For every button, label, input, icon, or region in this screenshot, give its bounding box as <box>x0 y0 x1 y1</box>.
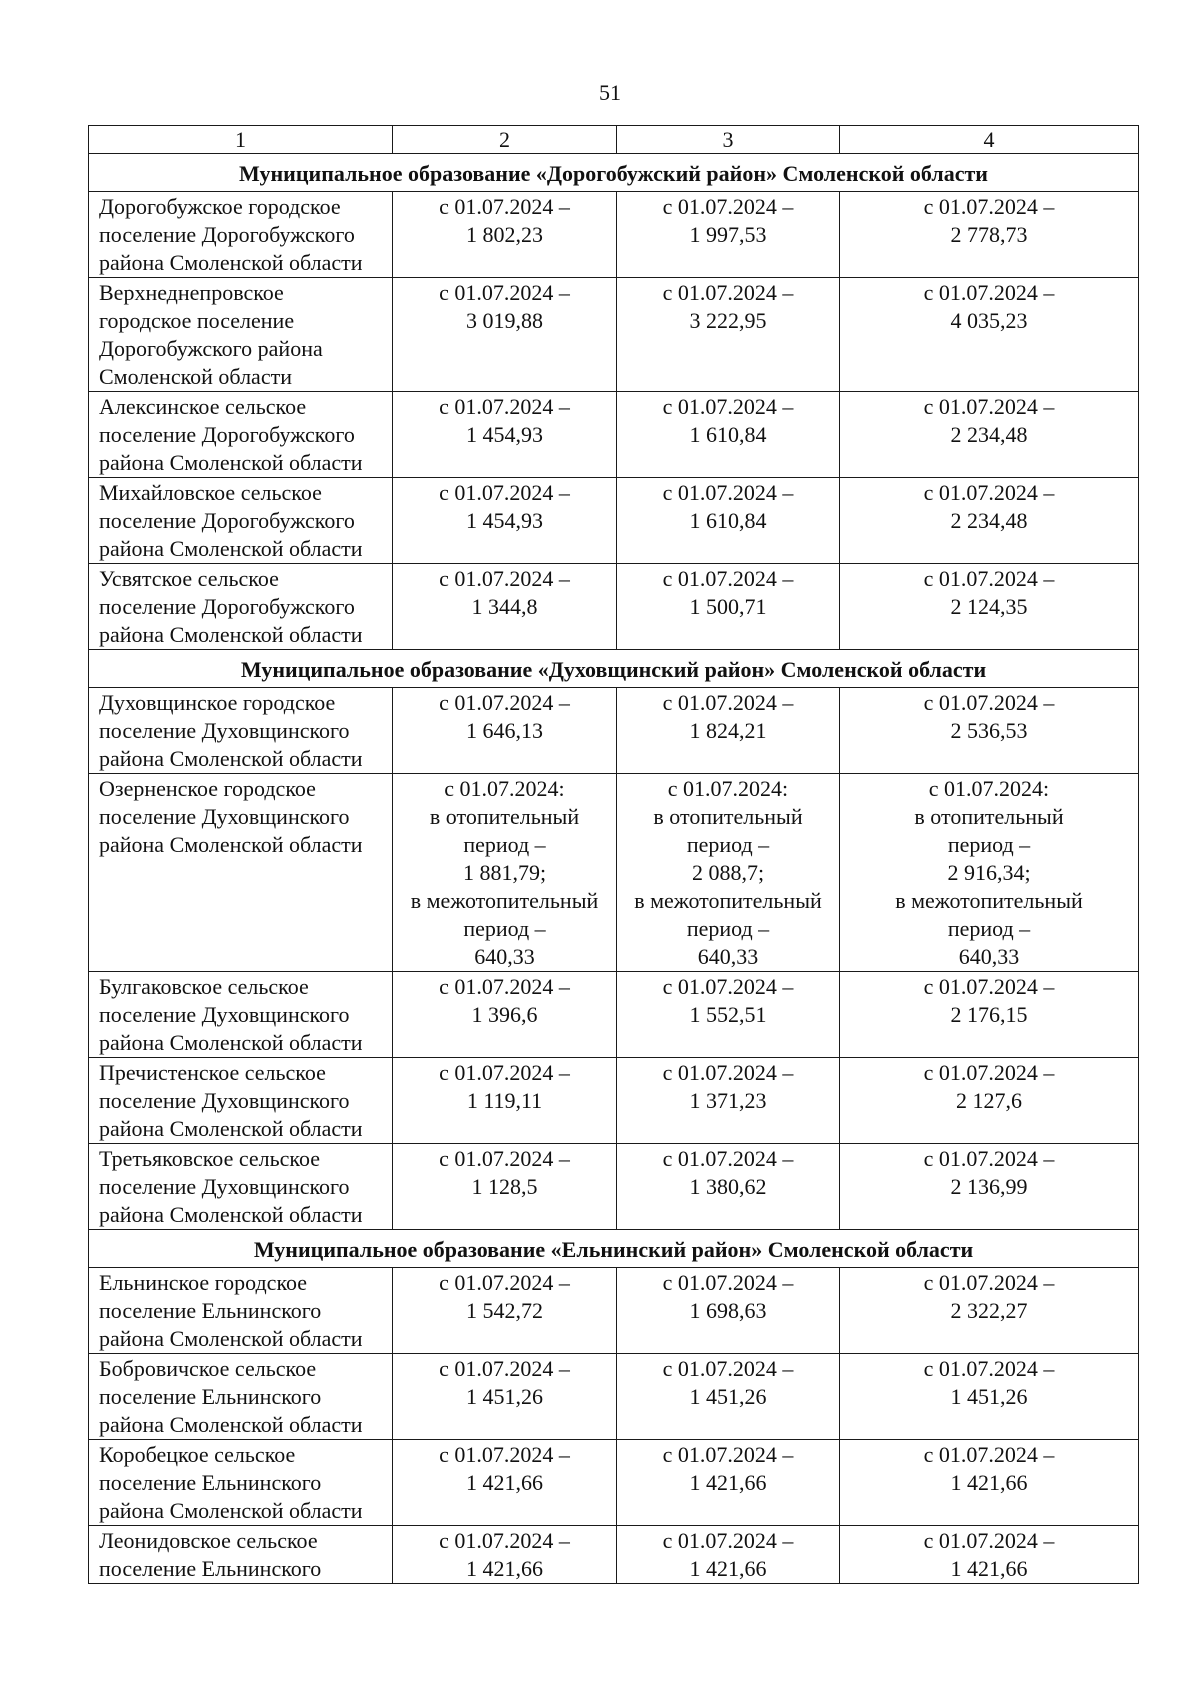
value-cell-col2 <box>393 1440 617 1526</box>
value-cell-col3 <box>617 478 840 564</box>
cell-line: с 01.07.2024 – <box>923 1060 1055 1085</box>
cell-line: 1 997,53 <box>689 222 767 247</box>
table-row <box>89 972 1139 1058</box>
table-body <box>89 126 1139 1584</box>
cell-line: в межотопительный <box>634 888 822 913</box>
value-cell-col3 <box>617 192 840 278</box>
value-cell-col2 <box>393 564 617 650</box>
table-row <box>89 278 1139 392</box>
cell-line: Ельнинское городское <box>99 1270 308 1295</box>
cell-line: поселение Духовщинского <box>99 1088 350 1113</box>
table-row <box>89 774 1139 972</box>
cell-line: Смоленской области <box>99 364 292 389</box>
value-cell-col3 <box>617 564 840 650</box>
section-row <box>89 154 1139 192</box>
cell-line: с 01.07.2024 – <box>662 480 794 505</box>
cell-line: 1 646,13 <box>466 718 543 743</box>
settlement-name-cell <box>89 1440 393 1526</box>
cell-line: района Смоленской области <box>99 1116 363 1141</box>
cell-line: в межотопительный <box>410 888 599 913</box>
cell-line: в отопительный <box>429 804 580 829</box>
cell-line: поселение Ельнинского <box>99 1470 322 1495</box>
cell-line: Булгаковское сельское <box>99 974 309 999</box>
cell-line: с 01.07.2024 – <box>662 1146 794 1171</box>
cell-line: с 01.07.2024 – <box>923 1146 1055 1171</box>
cell-line: 2 916,34; <box>947 860 1031 885</box>
value-cell-col3 <box>617 1144 840 1230</box>
cell-line: с 01.07.2024 – <box>662 566 794 591</box>
cell-line: 2 234,48 <box>950 508 1028 533</box>
cell-line: с 01.07.2024 – <box>923 566 1055 591</box>
cell-line: с 01.07.2024 – <box>662 280 794 305</box>
cell-line: района Смоленской области <box>99 1030 363 1055</box>
value-cell-col2 <box>393 1354 617 1440</box>
cell-line: с 01.07.2024 – <box>439 280 570 305</box>
table-row <box>89 1144 1139 1230</box>
cell-line: 1 421,66 <box>466 1556 543 1581</box>
cell-line: 1 421,66 <box>950 1470 1028 1495</box>
table-row <box>89 478 1139 564</box>
section-row <box>89 1230 1139 1268</box>
value-cell-col3 <box>617 1440 840 1526</box>
cell-line: поселение Ельнинского <box>99 1556 322 1581</box>
cell-line: района Смоленской области <box>99 1326 363 1351</box>
cell-line: с 01.07.2024 – <box>923 280 1055 305</box>
cell-line: с 01.07.2024 – <box>662 194 794 219</box>
cell-line: Третьяковское сельское <box>99 1146 321 1171</box>
cell-line: период – <box>463 916 546 941</box>
cell-line: 2 124,35 <box>950 594 1028 619</box>
cell-line: 1 610,84 <box>689 422 767 447</box>
cell-line: 1 421,66 <box>689 1470 767 1495</box>
settlement-name-cell <box>89 1354 393 1440</box>
cell-line: с 01.07.2024 – <box>662 1060 794 1085</box>
cell-line: Коробецкое сельское <box>99 1442 296 1467</box>
cell-line: с 01.07.2024: <box>444 776 565 801</box>
value-cell-col2 <box>393 688 617 774</box>
cell-line: 2 176,15 <box>950 1002 1028 1027</box>
section-title: Муниципальное образование «Духовщинский район» Смоленской области <box>89 650 1139 688</box>
value-cell-col2 <box>393 1058 617 1144</box>
cell-line: 4 035,23 <box>950 308 1028 333</box>
cell-line: поселение Ельнинского <box>99 1384 322 1409</box>
cell-line: с 01.07.2024 – <box>439 974 570 999</box>
cell-line: с 01.07.2024 – <box>662 690 794 715</box>
settlement-name-cell <box>89 972 393 1058</box>
cell-line: 1 451,26 <box>950 1384 1028 1409</box>
cell-line: с 01.07.2024 – <box>662 394 794 419</box>
cell-line: Пречистенское сельское <box>99 1060 326 1085</box>
settlement-name-cell <box>89 278 393 392</box>
value-cell-col3 <box>617 1268 840 1354</box>
column-number-2: 2 <box>393 126 617 154</box>
cell-line: 1 881,79; <box>462 860 547 885</box>
column-number-1: 1 <box>89 126 393 154</box>
table-row <box>89 192 1139 278</box>
cell-line: района Смоленской области <box>99 622 363 647</box>
cell-line: 1 380,62 <box>689 1174 767 1199</box>
page-number: 51 <box>599 80 621 105</box>
value-cell-col2 <box>393 1526 617 1584</box>
column-number-4: 4 <box>840 126 1139 154</box>
cell-line: период – <box>686 916 770 941</box>
cell-line: поселение Духовщинского <box>99 718 350 743</box>
cell-line: 1 451,26 <box>689 1384 767 1409</box>
value-cell-col3 <box>617 392 840 478</box>
cell-line: 2 322,27 <box>950 1298 1028 1323</box>
cell-line: с 01.07.2024 – <box>923 480 1055 505</box>
section-title: Муниципальное образование «Дорогобужский район» Смоленской области <box>89 154 1139 192</box>
value-cell-col2 <box>393 972 617 1058</box>
cell-line: Бобровичское сельское <box>99 1356 317 1381</box>
cell-line: Алексинское сельское <box>99 394 307 419</box>
settlement-name-cell <box>89 1526 393 1584</box>
value-cell-col3 <box>617 278 840 392</box>
table-row <box>89 1268 1139 1354</box>
cell-line: Духовщинское городское <box>99 690 336 715</box>
settlement-name-cell <box>89 392 393 478</box>
cell-line: с 01.07.2024 – <box>662 974 794 999</box>
cell-line: 3 222,95 <box>689 308 767 333</box>
cell-line: района Смоленской области <box>99 1498 363 1523</box>
value-cell-col4 <box>840 1354 1139 1440</box>
cell-line: Леонидовское сельское <box>99 1528 318 1553</box>
column-number-3: 3 <box>617 126 840 154</box>
cell-line: с 01.07.2024 – <box>923 974 1055 999</box>
cell-line: период – <box>686 832 770 857</box>
tariff-table <box>88 125 1139 1584</box>
cell-line: с 01.07.2024 – <box>923 1356 1055 1381</box>
cell-line: с 01.07.2024 – <box>439 1146 570 1171</box>
cell-line: с 01.07.2024 – <box>662 1528 794 1553</box>
cell-line: поселение Дорогобужского <box>99 594 355 619</box>
cell-line: 2 536,53 <box>950 718 1028 743</box>
value-cell-col2 <box>393 278 617 392</box>
cell-line: с 01.07.2024 – <box>923 1270 1055 1295</box>
cell-line: района Смоленской области <box>99 1202 363 1227</box>
cell-line: с 01.07.2024 – <box>439 480 570 505</box>
value-cell-col2 <box>393 1144 617 1230</box>
cell-line: городское поселение <box>99 308 295 333</box>
cell-line: Дорогобужского района <box>99 336 323 361</box>
settlement-name-cell <box>89 1058 393 1144</box>
cell-line: с 01.07.2024 – <box>439 194 570 219</box>
cell-line: с 01.07.2024 – <box>439 394 570 419</box>
cell-line: 1 500,71 <box>689 594 767 619</box>
cell-line: 640,33 <box>697 944 759 969</box>
section-title: Муниципальное образование «Ельнинский район» Смоленской области <box>89 1230 1139 1268</box>
cell-line: 1 421,66 <box>950 1556 1028 1581</box>
cell-line: 1 802,23 <box>466 222 543 247</box>
column-number-row <box>89 126 1139 154</box>
cell-line: 2 234,48 <box>950 422 1028 447</box>
cell-line: поселение Дорогобужского <box>99 422 355 447</box>
cell-line: 1 454,93 <box>466 422 543 447</box>
value-cell-col4 <box>840 278 1139 392</box>
table-row <box>89 688 1139 774</box>
settlement-name-cell <box>89 1268 393 1354</box>
table-row <box>89 1058 1139 1144</box>
cell-line: с 01.07.2024 – <box>439 1060 570 1085</box>
value-cell-col4 <box>840 392 1139 478</box>
settlement-name-cell <box>89 478 393 564</box>
value-cell-col2 <box>393 1268 617 1354</box>
cell-line: 1 542,72 <box>466 1298 543 1323</box>
cell-line: с 01.07.2024 – <box>923 194 1055 219</box>
settlement-name-cell <box>89 192 393 278</box>
cell-line: с 01.07.2024 – <box>923 394 1055 419</box>
value-cell-col4 <box>840 688 1139 774</box>
cell-line: района Смоленской области <box>99 250 363 275</box>
cell-line: 1 454,93 <box>466 508 543 533</box>
cell-line: Усвятское сельское <box>99 566 279 591</box>
cell-line: Дорогобужское городское <box>99 194 341 219</box>
cell-line: 1 371,23 <box>689 1088 767 1113</box>
cell-line: с 01.07.2024 – <box>439 690 570 715</box>
cell-line: 2 127,6 <box>956 1088 1022 1113</box>
cell-line: в межотопительный <box>895 888 1083 913</box>
value-cell-col4 <box>840 1144 1139 1230</box>
table-row <box>89 1526 1139 1584</box>
cell-line: 1 128,5 <box>471 1174 538 1199</box>
value-cell-col3 <box>617 972 840 1058</box>
value-cell-col3 <box>617 688 840 774</box>
cell-line: района Смоленской области <box>99 832 363 857</box>
value-cell-col3 <box>617 1058 840 1144</box>
cell-line: 2 088,7; <box>691 860 765 885</box>
cell-line: 1 119,11 <box>466 1088 543 1113</box>
cell-line: 3 019,88 <box>466 308 543 333</box>
cell-line: 1 552,51 <box>689 1002 767 1027</box>
cell-line: 1 698,63 <box>689 1298 767 1323</box>
cell-line: 640,33 <box>958 944 1020 969</box>
cell-line: 1 421,66 <box>689 1556 767 1581</box>
cell-line: в отопительный <box>653 804 803 829</box>
cell-line: района Смоленской области <box>99 746 363 771</box>
value-cell-col4 <box>840 972 1139 1058</box>
cell-line: с 01.07.2024 – <box>439 1356 570 1381</box>
value-cell-col4 <box>840 1440 1139 1526</box>
value-cell-col2 <box>393 478 617 564</box>
cell-line: 1 610,84 <box>689 508 767 533</box>
cell-line: 1 396,6 <box>471 1002 538 1027</box>
value-cell-col2 <box>393 392 617 478</box>
cell-line: с 01.07.2024: <box>928 776 1050 801</box>
cell-line: 2 136,99 <box>950 1174 1028 1199</box>
table-row <box>89 392 1139 478</box>
value-cell-col4 <box>840 1268 1139 1354</box>
cell-line: с 01.07.2024 – <box>439 1270 570 1295</box>
cell-line: поселение Дорогобужского <box>99 222 355 247</box>
section-row <box>89 650 1139 688</box>
cell-line: с 01.07.2024 – <box>923 1528 1055 1553</box>
cell-line: с 01.07.2024 – <box>662 1270 794 1295</box>
cell-line: с 01.07.2024: <box>667 776 789 801</box>
cell-line: поселение Духовщинского <box>99 1174 350 1199</box>
cell-line: района Смоленской области <box>99 450 363 475</box>
value-cell-col3 <box>617 1354 840 1440</box>
settlement-name-cell <box>89 688 393 774</box>
cell-line: поселение Духовщинского <box>99 804 350 829</box>
cell-line: 1 824,21 <box>689 718 767 743</box>
cell-line: района Смоленской области <box>99 536 363 561</box>
cell-line: Михайловское сельское <box>99 480 322 505</box>
value-cell-col4 <box>840 192 1139 278</box>
value-cell-col2 <box>393 192 617 278</box>
cell-line: с 01.07.2024 – <box>439 566 570 591</box>
cell-line: поселение Ельнинского <box>99 1298 322 1323</box>
table-row <box>89 564 1139 650</box>
cell-line: Верхнеднепровское <box>99 280 284 305</box>
value-cell-col3 <box>617 1526 840 1584</box>
value-cell-col4 <box>840 1526 1139 1584</box>
table-row <box>89 1354 1139 1440</box>
value-cell-col2 <box>393 774 617 972</box>
table-row <box>89 1440 1139 1526</box>
cell-line: период – <box>463 832 546 857</box>
cell-line: с 01.07.2024 – <box>923 690 1055 715</box>
cell-line: период – <box>947 832 1031 857</box>
cell-line: с 01.07.2024 – <box>662 1442 794 1467</box>
cell-line: с 01.07.2024 – <box>662 1356 794 1381</box>
settlement-name-cell <box>89 1144 393 1230</box>
cell-line: период – <box>947 916 1031 941</box>
value-cell-col3 <box>617 774 840 972</box>
cell-line: с 01.07.2024 – <box>923 1442 1055 1467</box>
value-cell-col4 <box>840 774 1139 972</box>
cell-line: 2 778,73 <box>950 222 1028 247</box>
cell-line: 1 421,66 <box>466 1470 543 1495</box>
cell-line: поселение Дорогобужского <box>99 508 355 533</box>
settlement-name-cell <box>89 564 393 650</box>
cell-line: 1 451,26 <box>466 1384 543 1409</box>
cell-line: Озерненское городское <box>99 776 316 801</box>
cell-line: 1 344,8 <box>471 594 538 619</box>
cell-line: района Смоленской области <box>99 1412 363 1437</box>
value-cell-col4 <box>840 478 1139 564</box>
settlement-name-cell <box>89 774 393 972</box>
value-cell-col4 <box>840 1058 1139 1144</box>
cell-line: 640,33 <box>474 944 535 969</box>
cell-line: с 01.07.2024 – <box>439 1442 570 1467</box>
cell-line: с 01.07.2024 – <box>439 1528 570 1553</box>
cell-line: в отопительный <box>914 804 1064 829</box>
value-cell-col4 <box>840 564 1139 650</box>
cell-line: поселение Духовщинского <box>99 1002 350 1027</box>
